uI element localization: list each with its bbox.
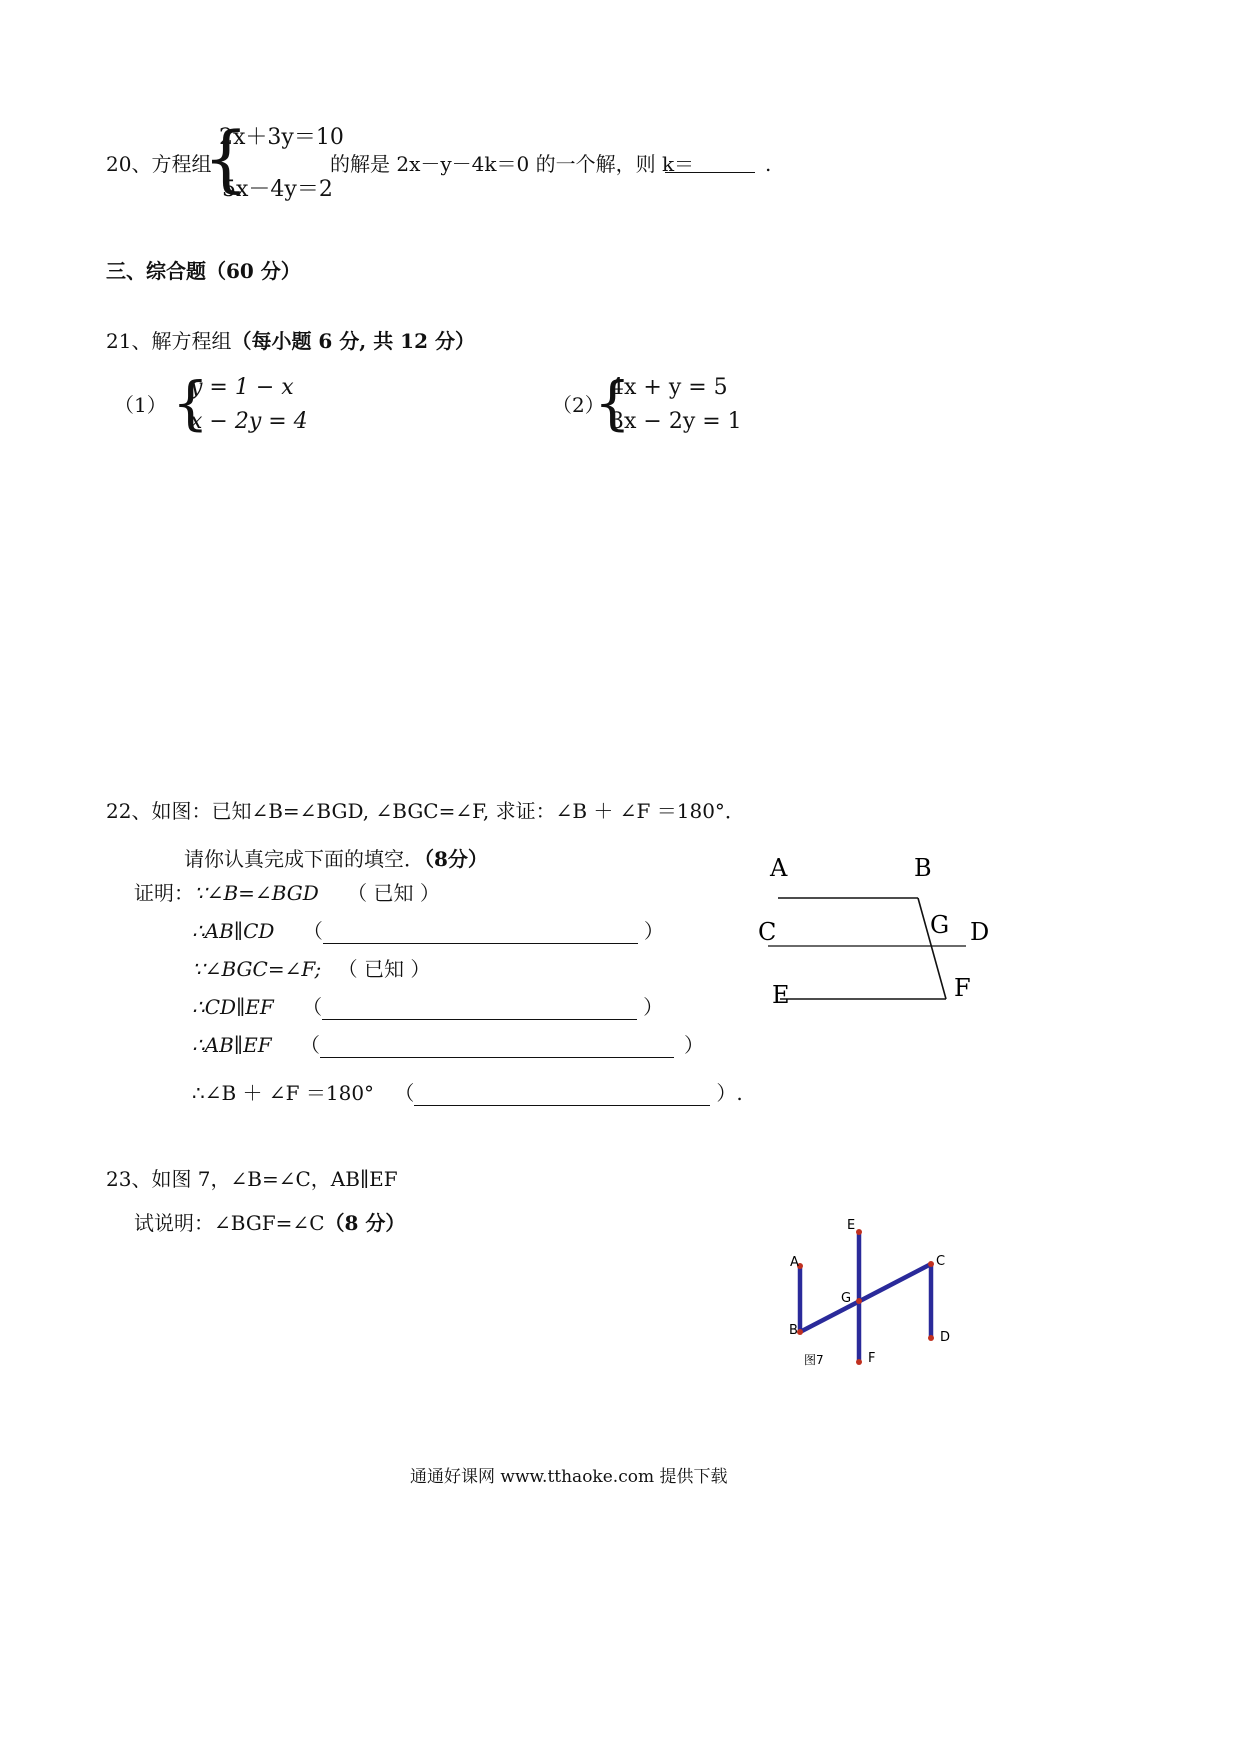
q22-line4-paren-close: ） [643,995,664,1019]
q23-label-B: B [789,1323,798,1338]
q22-line1-reason: （ 已知 ） [347,881,440,905]
q22-label-E: E [772,981,790,1009]
q22-line2-paren-open: （ [302,919,323,943]
q23-label-E: E [847,1218,856,1233]
q23-stem: 23、如图 7，∠B=∠C，AB∥EF [106,1167,398,1191]
q22-line6-text: ∴∠B ＋ ∠F ＝180° [192,1081,375,1105]
q21-part2-eq1: 4x + y = 5 [610,375,728,400]
q22-proof-line-3 [192,956,430,982]
q23-point-E [856,1229,862,1235]
q21-part1-brace: { [172,369,209,437]
q22-line3-reason: （ 已知 ） [337,957,431,981]
q23-label-F: F [868,1351,876,1366]
q22-line1-text: ∵∠B=∠BGD [194,881,319,905]
q23-point-D [928,1335,934,1341]
q20-equation-2: 5x－4y＝2 [222,177,333,202]
q21-score: （每小题 6 分, 共 12 分） [231,329,475,353]
q22-line6-paren-close: ）. [716,1081,743,1105]
q21-part2-brace: { [594,369,631,437]
q22-line4-paren-open: （ [302,995,323,1019]
q23-figure-caption: 图7 [804,1353,824,1367]
q23-segment-BC [800,1264,931,1332]
q22-label-C: C [758,918,777,946]
q21-lead-text: 21、解方程组 [106,329,232,353]
q23-point-G [856,1298,862,1304]
q22-label-D: D [970,918,990,946]
q22-label-G: G [930,911,950,939]
q23-label-G: G [841,1291,852,1306]
q21-part1-label: （1） [114,393,167,417]
q20-number: 20、方程组 [106,152,212,176]
q23-prompt [134,1210,405,1236]
q20-equation-1: 2x＋3y＝10 [219,125,344,150]
q22-proof-line-5 [192,1032,704,1058]
q23-label-D: D [940,1330,951,1345]
section-3-title: 三、综合题（60 分） [106,259,301,283]
q22-figure [750,850,1000,1020]
q22-line4-blank[interactable] [322,997,637,1020]
q21-lead [106,328,475,354]
q22-proof-line-2 [192,918,664,944]
q22-line4-text: ∴CD∥EF [192,995,274,1019]
q22-proof-line-6 [192,1080,743,1106]
q23-prompt-text: 试说明：∠BGF=∠C [134,1211,325,1235]
q22-line5-text: ∴AB∥EF [192,1033,272,1057]
q20-tail: 的解是 2x－y－4k＝0 的一个解，则 k＝ [330,152,695,176]
q21-part2-label: （2） [552,393,605,417]
q20-brace: { [203,116,249,200]
q22-line2-paren-close: ） [643,919,664,943]
q21-part1-eq1: y = 1 − x [190,375,294,400]
q22-line6-paren-open: （ [394,1081,415,1105]
q21-part2-eq2: 3x − 2y = 1 [610,409,742,434]
page-footer: 通通好课网 www.tthaoke.com 提供下载 [410,1467,728,1487]
q22-proof-line-4 [192,994,663,1020]
q22-line2-text: ∴AB∥CD [192,919,275,943]
q22-label-B: B [914,854,932,882]
q22-stem: 22、如图：已知∠B=∠BGD, ∠BGC=∠F, 求证：∠B ＋ ∠F ＝180°． [106,799,745,823]
q22-proof-line-1 [134,880,440,906]
q20-answer-blank[interactable] [665,150,755,173]
q23-score: （8 分） [324,1211,406,1235]
q22-line5-paren-close: ） [683,1033,704,1057]
q22-instruction-text: 请你认真完成下面的填空． [184,847,424,871]
q22-label-A: A [770,854,788,882]
q23-figure [780,1210,980,1380]
q22-line5-paren-open: （ [299,1033,320,1057]
q22-instruction [184,846,488,872]
q22-line5-blank[interactable] [320,1035,674,1058]
q20-period: . [765,152,772,176]
q23-label-A: A [790,1255,799,1270]
q22-line6-blank[interactable] [414,1083,710,1106]
q22-proof-label: 证明： [134,881,194,905]
q22-line2-blank[interactable] [323,921,638,944]
q22-line3-text: ∵∠BGC=∠F; [192,957,322,981]
q23-label-C: C [936,1254,946,1269]
q22-label-F: F [954,974,971,1002]
q23-point-C [928,1261,934,1267]
q23-point-F [856,1359,862,1365]
q21-part1-eq2: x − 2y = 4 [190,409,308,434]
q22-instruction-score: （8分） [424,847,488,871]
